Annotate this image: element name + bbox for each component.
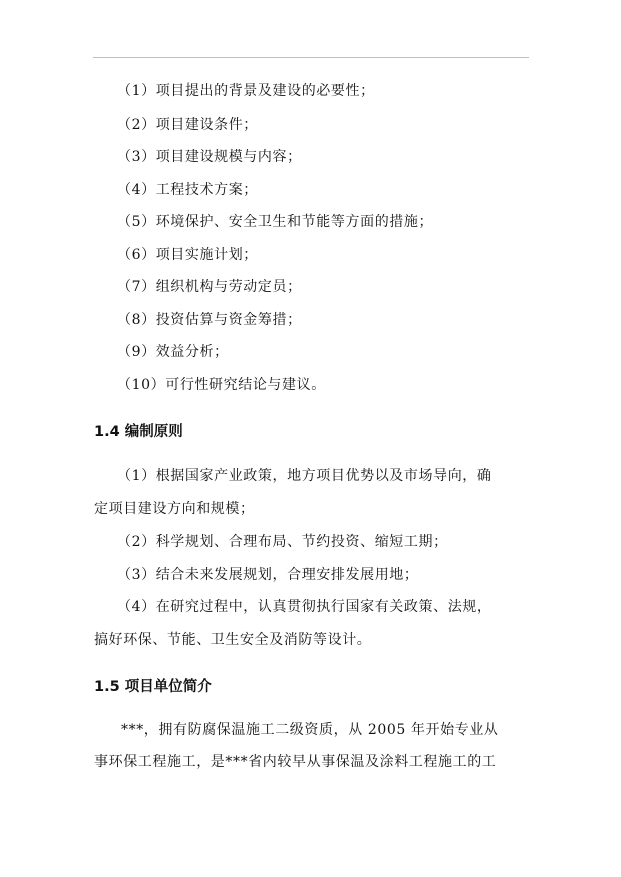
list-item-6: （6）项目实施计划； (117, 247, 258, 263)
principle-line-4: （3）结合未来发展规划，合理安排发展用地； (117, 567, 419, 583)
list-item-1: （1）项目提出的背景及建设的必要性； (117, 83, 375, 99)
principle-line-2: 定项目建设方向和规模； (94, 501, 255, 517)
principle-line-6: 搞好环保、节能、卫生安全及消防等设计。 (94, 632, 372, 648)
principle-line-5: （4）在研究过程中，认真贯彻执行国家有关政策、法规， (117, 599, 492, 615)
list-item-8: （8）投资估算与资金筹措； (117, 312, 302, 328)
principle-line-3: （2）科学规划、合理布局、节约投资、缩短工期； (117, 534, 448, 550)
list-item-4: （4）工程技术方案； (117, 182, 258, 198)
list-item-5: （5）环境保护、安全卫生和节能等方面的措施； (117, 214, 434, 230)
list-item-10: （10）可行性研究结论与建议。 (117, 377, 326, 393)
company-intro-line-1: ***，拥有防腐保温施工二级资质，从 2005 年开始专业从 (121, 722, 499, 738)
list-item-9: （9）效益分析； (117, 344, 229, 360)
principle-line-1: （1）根据国家产业政策，地方项目优势以及市场导向，确 (117, 468, 492, 484)
list-item-3: （3）项目建设规模与内容； (117, 149, 302, 165)
page-header-rule (93, 57, 529, 58)
list-item-2: （2）项目建设条件； (117, 117, 258, 133)
company-intro-line-2: 事环保工程施工，是***省内较早从事保温及涂料工程施工的工 (94, 754, 497, 770)
list-item-7: （7）组织机构与劳动定员； (117, 279, 302, 295)
section-heading-1-4: 1.4 编制原则 (94, 424, 183, 440)
section-heading-1-5: 1.5 项目单位简介 (94, 679, 212, 695)
